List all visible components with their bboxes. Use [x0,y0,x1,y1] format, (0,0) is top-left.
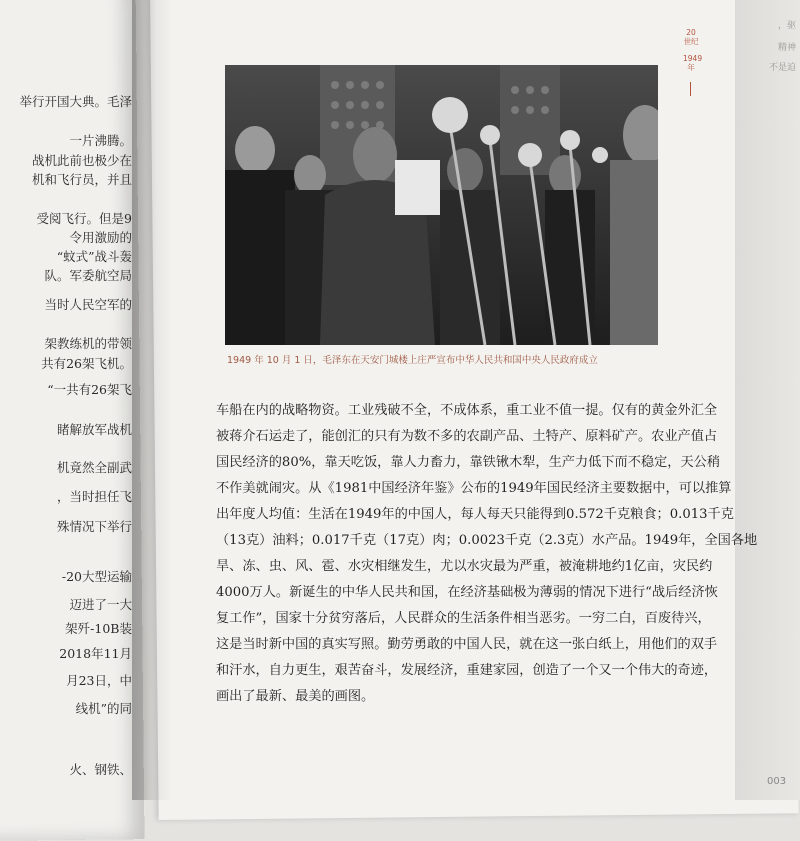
left-page-line: 架教练机的带领 [44,336,132,351]
body-line: 国民经济的80%，靠天吃饭，靠人力畜力，靠铁锹木犁，生产力低下而不稳定，天公稍 [216,455,721,470]
left-page-line: 睹解放军战机 [56,422,132,437]
left-page-line: 当时人民空军的 [44,297,132,312]
marker-line [690,82,691,96]
left-page-line: 2018年11月 [59,646,132,661]
body-line: （13克）油料；0.017千克（17克）肉；0.0023千克（2.3克）水产品。1949年，全国各地 [216,533,758,548]
left-page-line: 机和飞行员，并且 [31,172,132,187]
body-line: 复工作”，国家十分贫穷落后，人民群众的生活条件相当恶劣。一穷二白，百废待兴， [216,611,711,626]
left-page-line: 受阅飞行。但是9 [36,211,132,226]
body-line: 旱、冻、虫、风、雹、水灾相继发生，尤以水灾最为严重，被淹耕地约1亿亩，灾民约 [216,559,713,574]
left-page-line: 迈进了一大 [69,597,132,612]
body-line: 不作美就闹灾。从《1981中国经济年鉴》公布的1949年国民经济主要数据中，可以推算 [216,481,732,496]
body-line: 被蒋介石运走了，能创汇的只有为数不多的农副产品、土特产、原料矿产。农业产值占 [216,429,718,444]
book-gutter [132,0,172,800]
body-line: 和汗水，自力更生，艰苦奋斗，发展经济，重建家园，创造了一个又一个伟大的奇迹， [216,663,718,678]
left-page-line: 月23日，中 [66,673,132,688]
historical-photo [225,65,658,345]
left-page-line: 火、钢铁、 [69,762,132,777]
left-page-line: 机竟然全副武 [56,460,132,475]
chapter-marker [683,28,703,72]
stack-edge-text: 不是迫 [768,63,796,73]
body-line: 这是当时新中国的真实写照。勤劳勇敢的中国人民，就在这一张白纸上，用他们的双手 [216,637,718,652]
left-page-line: 殊情况下举行 [56,519,132,534]
left-page-line: 线机”的同 [75,701,132,716]
marker-top: 20世纪 [683,28,699,46]
left-page-line: 战机此前也极少在 [31,153,132,168]
body-line: 出年度人均值：生活在1949年的中国人，每人每天只能得到0.572千克粮食；0.013千克 [216,507,734,522]
left-page-line: ，当时担任飞 [56,489,132,504]
left-page-line: “蚊式”战斗轰 [56,249,132,264]
left-page-line: 一片沸腾。 [69,133,132,148]
left-page-line: 队。军委航空局 [44,268,132,283]
left-page-line: 共有26架飞机。 [41,356,132,371]
body-line: 车船在内的战略物资。工业残破不全，不成体系，重工业不值一提。仅有的黄金外汇全 [216,403,718,418]
marker-bottom: 1949年 [683,54,703,72]
left-page-line: 举行开国大典。毛泽 [19,94,132,109]
stack-edge-text: ，驱 [777,21,796,31]
body-line: 画出了最新、最美的画图。 [216,689,375,704]
body-line: 4000万人。新诞生的中华人民共和国，在经济基础极为薄弱的情况下进行“战后经济恢 [216,585,718,600]
photo-caption: 1949 年 10 月 1 日，毛泽东在天安门城楼上庄严宣布中华人民共和国中央人民政府成立 [227,355,598,366]
left-page-line: “一共有26架飞 [47,382,132,397]
photo-illustration [225,65,658,345]
left-page-line: -20大型运输 [61,569,132,584]
page-stack-edge [735,0,800,800]
left-page-line: 令用激励的 [69,230,132,245]
page-number: 003 [767,776,787,787]
left-page-line: 架歼-10B装 [65,621,132,636]
stack-edge-text: 精神 [777,43,796,53]
